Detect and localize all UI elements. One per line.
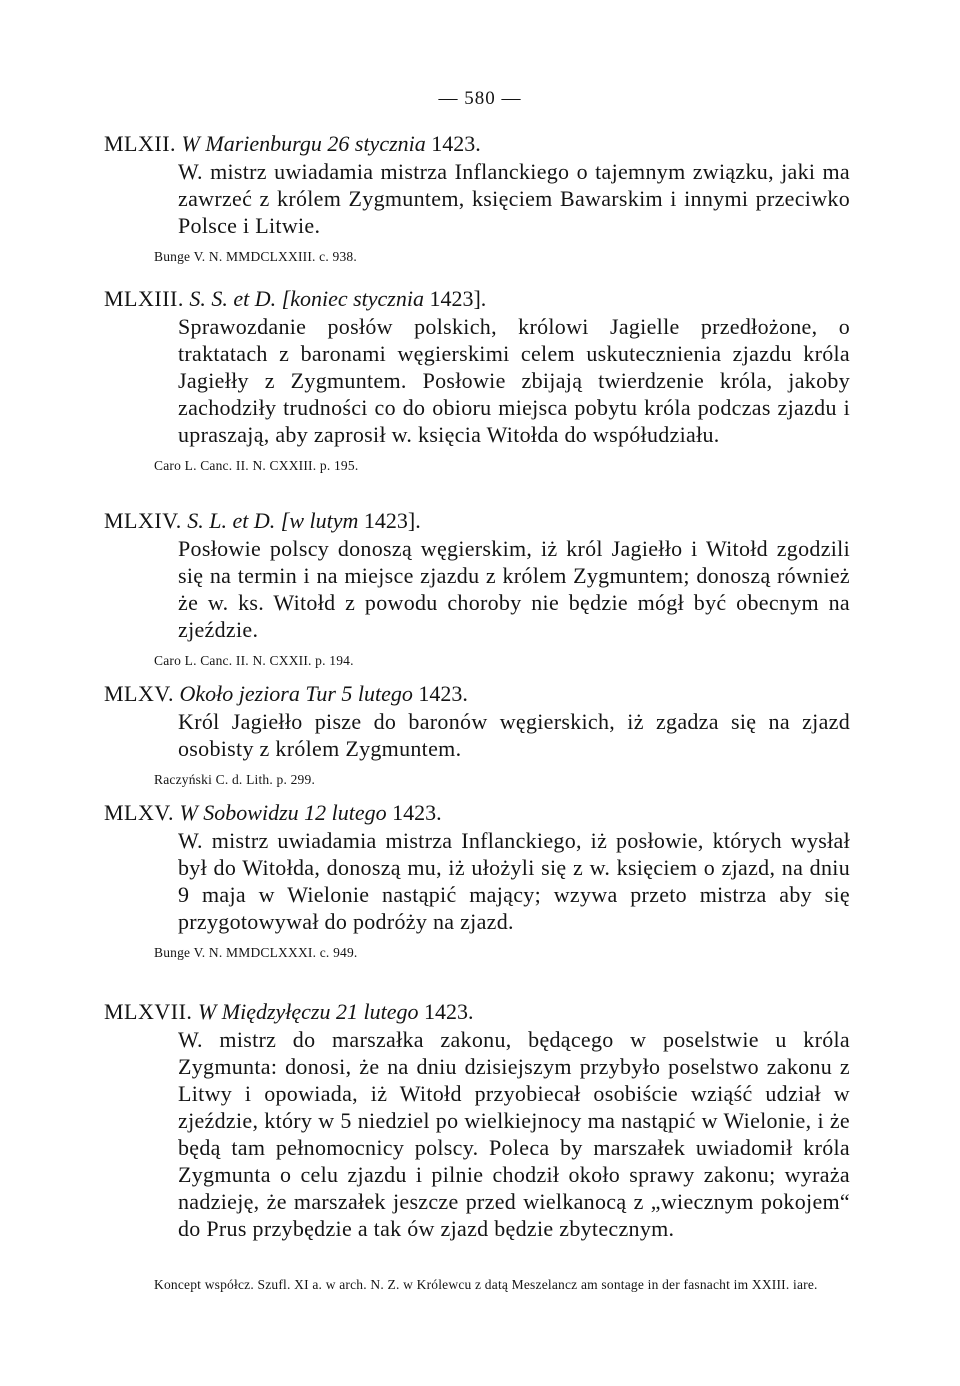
entry-place-date: Około jeziora Tur 5 lutego: [179, 681, 413, 706]
entry-heading: [104, 130, 850, 158]
entry-heading: [104, 799, 850, 827]
entry-heading: [104, 998, 850, 1026]
entry-mlxiii: [104, 285, 850, 475]
entry-place-date: S. L. et D. [w lutym: [187, 508, 359, 533]
entry-source: Koncept współcz. Szufl. XI a. w arch. N. Z. w Królewcu z datą Meszelancz am sontage in der fasnacht im XXIII. iare.: [154, 1276, 818, 1292]
entry-year: 1423.: [418, 681, 468, 706]
entry-mlxiv: [104, 507, 850, 670]
entry-place-date: W Sobowidzu 12 lutego: [179, 800, 387, 825]
entry-summary: Posłowie polscy donoszą węgierskim, iż król Jagiełło i Witołd zgodzili się na termin i na miejsce zjazdu z królem Zygmuntem; donoszą również że w. ks. Witołd z powodu choroby nie będzie mógł być obecnym na zjeździe.: [178, 536, 850, 642]
entry-number: MLXV.: [104, 681, 174, 706]
entry-heading: [104, 285, 850, 313]
entry-summary: W. mistrz uwiadamia mistrza Inflanckiego, iż posłowie, których wysłał był do Witołda, donoszą mu, iż ułożyli się z w. księciem o zjazd, na dniu 9 maja w Wielonie nastąpić mający; wzywa przeto mistrza aby się przygotowywał do podróży na zjazd.: [178, 828, 850, 934]
entry-year: 1423.: [392, 800, 442, 825]
entry-source: Caro L. Canc. II. N. CXXII. p. 194.: [154, 653, 354, 668]
entry-source: Raczyński C. d. Lith. p. 299.: [154, 772, 316, 787]
entry-place-date: W Międzyłęczu 21 lutego: [197, 999, 419, 1024]
page-number: — 580 —: [438, 88, 522, 109]
entry-heading: [104, 680, 850, 708]
entry-summary: Sprawozdanie posłów polskich, królowi Jagielle przedłożone, o traktatach z baronami węgierskimi celem uskutecznienia zjazdu króla Jagiełły z Zygmuntem. Posłowie zbijają twierdzenie króla, jakoby zachodziły trudności co do obioru miejsca pobytu króla podczas zjazdu i upraszają, aby zaprosił w. księcia Witołda do współudziału.: [178, 314, 850, 447]
entry-source: Bunge V. N. MMDCLXXXI. c. 949.: [154, 945, 358, 960]
entry-summary: W. mistrz uwiadamia mistrza Inflanckiego o tajemnym związku, jaki ma zawrzeć z królem Zygmuntem, księciem Bawarskim i innymi przeciwko Polsce i Litwie.: [178, 159, 850, 238]
entry-year: 1423.: [431, 131, 481, 156]
entry-mlxv-b: [104, 799, 850, 962]
entry-place-date: W Marienburgu 26 stycznia: [181, 131, 426, 156]
entry-year: 1423].: [429, 286, 487, 311]
entry-number: MLXV.: [104, 800, 174, 825]
entry-number: MLXIV.: [104, 508, 182, 533]
entry-summary: W. mistrz do marszałka zakonu, będącego w poselstwie u króla Zygmunta: donosi, że na dniu dzisiejszym przybyło poselstwo zakonu z Litwy i opowiada, iż Witołd przyobiecał osobiście wziąść udział w zjeździe, który w 5 niedziel po wielkiejnocy ma nastąpić w Wielonie, i że będą tam pełnomocnicy polscy. Poleca by marszałek uwiadomił króla Zygmunta o celu zjazdu i pilnie chodził około sprawy zakonu; wyraża nadzieję, że marszałek jeszcze przed wielkanocą z „wiecznym pokojem“ do Prus przybędzie a tak ów zjazd będzie zbytecznym.: [178, 1027, 850, 1241]
entry-summary: Król Jagiełło pisze do baronów węgierskich, iż zgadza się na zjazd osobisty z królem Zygmuntem.: [178, 709, 850, 761]
entry-mlxv-a: [104, 680, 850, 789]
entry-number: MLXVII.: [104, 999, 193, 1024]
entry-year: 1423].: [363, 508, 421, 533]
entry-mlxii: [104, 130, 850, 266]
entry-source: Bunge V. N. MMDCLXXIII. c. 938.: [154, 249, 357, 264]
entry-heading: [104, 507, 850, 535]
entry-place-date: S. S. et D. [koniec stycznia: [189, 286, 424, 311]
entry-mlxvii: [104, 998, 850, 1242]
entry-number: MLXIII.: [104, 286, 184, 311]
entry-year: 1423.: [424, 999, 474, 1024]
entry-source: Caro L. Canc. II. N. CXXIII. p. 195.: [154, 458, 359, 473]
entry-number: MLXII.: [104, 131, 177, 156]
